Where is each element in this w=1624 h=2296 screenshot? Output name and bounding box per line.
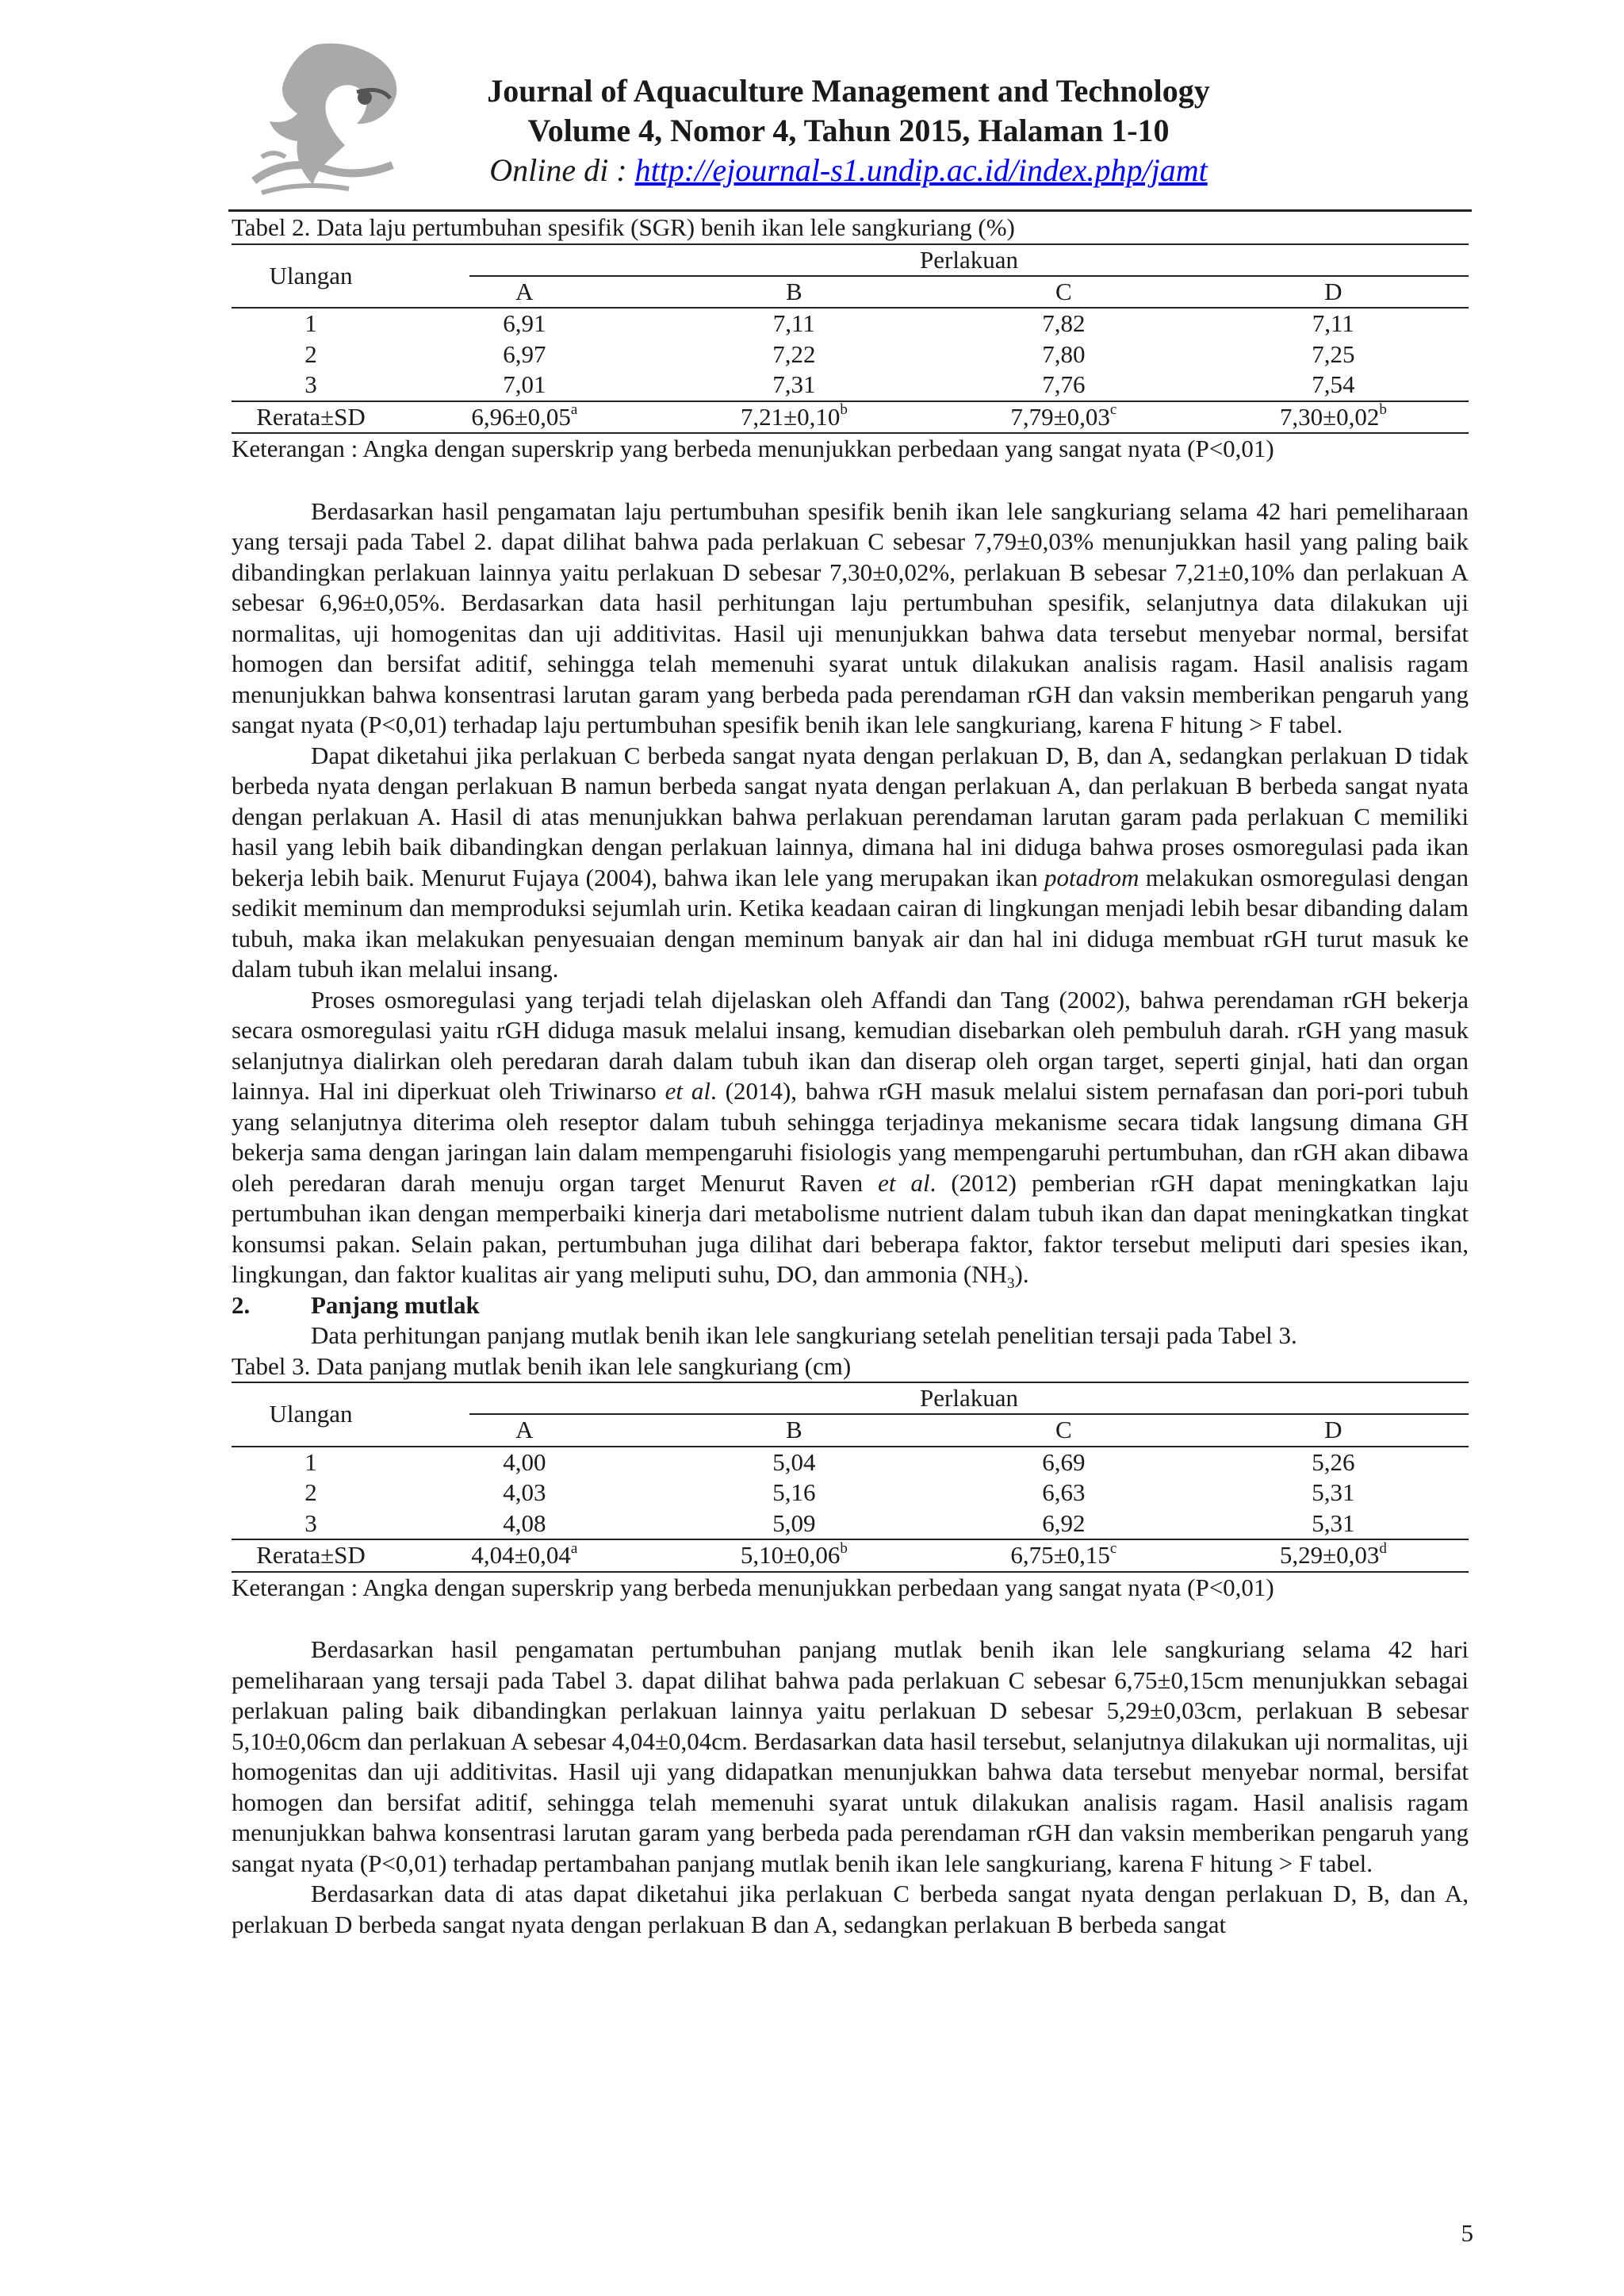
table3-cell: 4,08: [390, 1508, 659, 1540]
table-row: [232, 339, 1469, 370]
table3-mean-cell: 6,75±0,15$^c$: [929, 1539, 1198, 1572]
table2-row-header: Ulangan: [232, 244, 390, 309]
table2-cell: 7,25: [1312, 339, 1355, 368]
table2-col-header: C: [929, 277, 1198, 309]
online-prefix: Online di :: [489, 152, 635, 188]
table3-cell: 5,16: [772, 1478, 816, 1507]
section-heading: 2. Panjang mutlak: [232, 1290, 480, 1319]
table3-cell: 5,04: [772, 1447, 816, 1476]
table-row: [232, 1508, 1469, 1540]
table3-caption: Tabel 3. Data panjang mutlak benih ikan lele sangkuriang (cm): [232, 1351, 852, 1380]
table2-cell: 7,82: [1042, 309, 1086, 338]
table2-cell: 7,54: [1198, 370, 1469, 401]
header-rule: [228, 209, 1472, 212]
section2-intro: Data perhitungan panjang mutlak benih ikan lele sangkuriang setelah penelitian tersaji pada Tabel 3.: [311, 1321, 1297, 1349]
paragraph-4: Berdasarkan hasil pengamatan pertumbuhan panjang mutlak benih ikan lele sangkuriang selama 42 hari pemeliharaan yang tersaji pada Tabel 3. dapat dilihat bahwa pada perlakuan C sebesar 6,75±0,15cm menunjukkan sebagai perlakuan paling baik dibandingkan perlakuan lainnya yaitu perlakuan D sebesar 5,29±0,03cm, perlakuan B sebesar 5,10±0,06cm dan perlakuan A sebesar 4,04±0,04cm. Berdasarkan data hasil tersebut, selanjutnya dilakukan uji normalitas, uji homogenitas dan uji additivitas. Hasil uji yang didapatkan menunjukkan bahwa data tersebut menyebar normal, bersifat homogen dan bersifat aditif, sehingga telah memenuhi syarat untuk dilakukan analisis ragam. Hasil analisis ragam menunjukkan bahwa konsentrasi larutan garam yang berbeda pada perendaman rGH dan vaksin memberikan pengaruh yang sangat nyata (P<0,01) terhadap pertambahan panjang mutlak benih ikan lele sangkuriang, karena F hitung > F tabel.: [232, 1635, 1469, 1877]
journal-url-link[interactable]: http://ejournal-s1.undip.ac.id/index.php/jamt: [634, 152, 1208, 188]
table2-cell: 7,76: [929, 370, 1198, 401]
table3-col-header: A: [390, 1415, 659, 1447]
table3-mean-cell: 5,29±0,03$^d$: [1198, 1539, 1469, 1572]
journal-header: [444, 71, 1253, 190]
page-number: 5: [1461, 2219, 1473, 2247]
table2: [232, 243, 1469, 435]
journal-title: Journal of Aquaculture Management and Technology: [487, 73, 1210, 109]
table3-cell: 4,00: [503, 1447, 546, 1476]
table-row: [232, 1539, 1469, 1572]
table3-cell: 6,63: [1042, 1478, 1086, 1507]
table3: [232, 1382, 1469, 1573]
table2-row-label: 3: [232, 370, 390, 401]
table3-row-label: 2: [304, 1478, 317, 1507]
table2-row-label: 2: [304, 339, 317, 368]
online-line: [444, 151, 1253, 190]
table-row: [232, 308, 1469, 339]
table2-col-header: B: [659, 277, 929, 309]
fish-logo-icon: [238, 38, 404, 197]
table3-mean-label: Rerata±SD: [232, 1539, 390, 1572]
table3-cell: 5,31: [1312, 1478, 1355, 1507]
table3-note: Keterangan : Angka dengan superskrip yang berbeda menunjukkan perbedaan yang sangat nyata (P<0,01): [232, 1573, 1274, 1601]
paragraph-1: Berdasarkan hasil pengamatan laju pertumbuhan spesifik benih ikan lele sangkuriang selama 42 hari pemeliharaan yang tersaji pada Tabel 2. dapat dilihat bahwa pada perlakuan C sebesar 7,79±0,03% menunjukkan hasil yang paling baik dibandingkan perlakuan lainnya yaitu perlakuan D sebesar 7,30±0,02%, perlakuan B sebesar 7,21±0,10% dan perlakuan A sebesar 6,96±0,05%. Berdasarkan data hasil perhitungan laju pertumbuhan spesifik, selanjutnya data dilakukan uji normalitas, uji homogenitas dan uji additivitas. Hasil uji menunjukkan bahwa data tersebut menyebar normal, bersifat homogen dan bersifat aditif, sehingga telah memenuhi syarat untuk dilakukan analisis ragam. Hasil analisis ragam menunjukkan bahwa konsentrasi larutan garam yang berbeda pada perendaman rGH dan vaksin memberikan pengaruh yang sangat nyata (P<0,01) terhadap laju pertumbuhan spesifik benih ikan lele sangkuriang, karena F hitung > F tabel.: [232, 496, 1469, 738]
table2-mean-label: Rerata±SD: [232, 401, 390, 434]
table3-group-header: Perlakuan: [390, 1382, 1469, 1415]
paragraph-5: Berdasarkan data di atas dapat diketahui jika perlakuan C berbeda sangat nyata dengan perlakuan D, B, dan A, perlakuan D berbeda sangat nyata dengan perlakuan B dan A, sedangkan perlakuan B berbeda sangat: [232, 1880, 1469, 1938]
table3-cell: 5,31: [1198, 1508, 1469, 1540]
volume-line: Volume 4, Nomor 4, Tahun 2015, Halaman 1-10: [527, 113, 1170, 148]
table2-col-header: D: [1198, 277, 1469, 309]
table3-cell: 5,26: [1312, 1447, 1355, 1476]
table3-mean-cell: 4,04±0,04$^a$: [390, 1539, 659, 1572]
table2-mean-cell: 7,79±0,03$^c$: [929, 401, 1198, 434]
table2-cell: 7,01: [390, 370, 659, 401]
table-row: [232, 1447, 1469, 1478]
table2-row-label: 1: [304, 309, 317, 338]
table3-col-header: B: [659, 1415, 929, 1447]
table2-group-header: Perlakuan: [390, 244, 1469, 277]
table3-cell: 5,09: [659, 1508, 929, 1540]
table-row: [232, 1478, 1469, 1508]
table2-cell: 7,11: [1312, 309, 1354, 338]
table2-note: Keterangan : Angka dengan superskrip yang berbeda menunjukkan perbedaan yang sangat nyata (P<0,01): [232, 435, 1274, 462]
paragraph-2: Dapat diketahui jika perlakuan C berbeda sangat nyata dengan perlakuan D, B, dan A, sedangkan perlakuan D tidak berbeda nyata dengan perlakuan B namun berbeda sangat nyata dengan perlakuan A, dan perlakuan B berbeda sangat nyata dengan perlakuan A. Hasil di atas menunjukkan bahwa perlakuan perendaman larutan garam pada perlakuan C memiliki hasil yang lebih baik dibandingkan dengan perlakuan lainnya, dimana hal ini diduga bahwa proses osmoregulasi pada ikan bekerja lebih baik. Menurut Fujaya (2004), bahwa ikan lele yang merupakan ikan potadrom melakukan osmoregulasi dengan sedikit meminum dan memproduksi sejumlah urin. Ketika keadaan cairan di lingkungan menjadi lebih besar dibanding dalam tubuh, maka ikan melakukan penyesuaian dengan meminum banyak air dan hal ini diduga membuat rGH turut masuk ke dalam tubuh ikan melalui insang.: [232, 741, 1469, 983]
table3-cell: 4,03: [503, 1478, 546, 1507]
table2-col-header: A: [390, 277, 659, 309]
table2-cell: 6,97: [503, 339, 546, 368]
table2-cell: 7,22: [772, 339, 816, 368]
table-row: [232, 401, 1469, 434]
table3-cell: 6,69: [1042, 1447, 1086, 1476]
table2-cell: 7,11: [772, 309, 815, 338]
table3-row-label: 3: [232, 1508, 390, 1540]
table3-col-header: C: [929, 1415, 1198, 1447]
table-row: [232, 370, 1469, 401]
paragraph-3: Proses osmoregulasi yang terjadi telah dijelaskan oleh Affandi dan Tang (2002), bahwa perendaman rGH bekerja secara osmoregulasi yaitu rGH diduga masuk melalui insang, kemudian disebarkan oleh pembuluh darah. rGH yang masuk selanjutnya dialirkan oleh peredaran darah dalam tubuh ikan dan diserap oleh organ target, seperti ginjal, hati dan organ lainnya. Hal ini diperkuat oleh Triwinarso et al. (2014), bahwa rGH masuk melalui sistem pernafasan dan pori-pori tubuh yang selanjutnya diterima oleh reseptor dalam tubuh sehingga terjadinya mekanisme secara tidak langsung dimana GH bekerja sama dengan jaringan lain dalam mempengaruhi fisiologis yang mempengaruhi pertumbuhan, dan rGH akan dibawa oleh peredaran darah menuju organ target Menurut Raven et al. (2012) pemberian rGH dapat meningkatkan laju pertumbuhan ikan dengan memperbaiki kinerja dari metabolisme nutrient dalam tubuh ikan dan dapat meningkatkan tingkat konsumsi pakan. Selain pakan, pertumbuhan juga dilihat dari beberapa faktor, faktor tersebut meliputi dari spesies ikan, lingkungan, dan faktor kualitas air yang meliputi suhu, DO, dan ammonia $(NH_3)$.: [232, 985, 1469, 1293]
table2-caption: Tabel 2. Data laju pertumbuhan spesifik (SGR) benih ikan lele sangkuriang (%): [232, 213, 1015, 241]
table2-mean-cell: 7,21±0,10$^b$: [659, 401, 929, 434]
table2-mean-cell: 7,30±0,02$^b$: [1198, 401, 1469, 434]
table3-cell: 6,92: [929, 1508, 1198, 1540]
table3-row-label: 1: [304, 1447, 317, 1476]
table3-col-header: D: [1198, 1415, 1469, 1447]
table2-cell: 7,80: [1042, 339, 1086, 368]
body-content: [232, 213, 1469, 1940]
table2-mean-cell: 6,96±0,05$^a$: [390, 401, 659, 434]
table3-row-header: Ulangan: [232, 1382, 390, 1447]
table2-cell: 7,31: [659, 370, 929, 401]
table2-cell: 6,91: [503, 309, 546, 338]
table3-mean-cell: 5,10±0,06$^b$: [659, 1539, 929, 1572]
